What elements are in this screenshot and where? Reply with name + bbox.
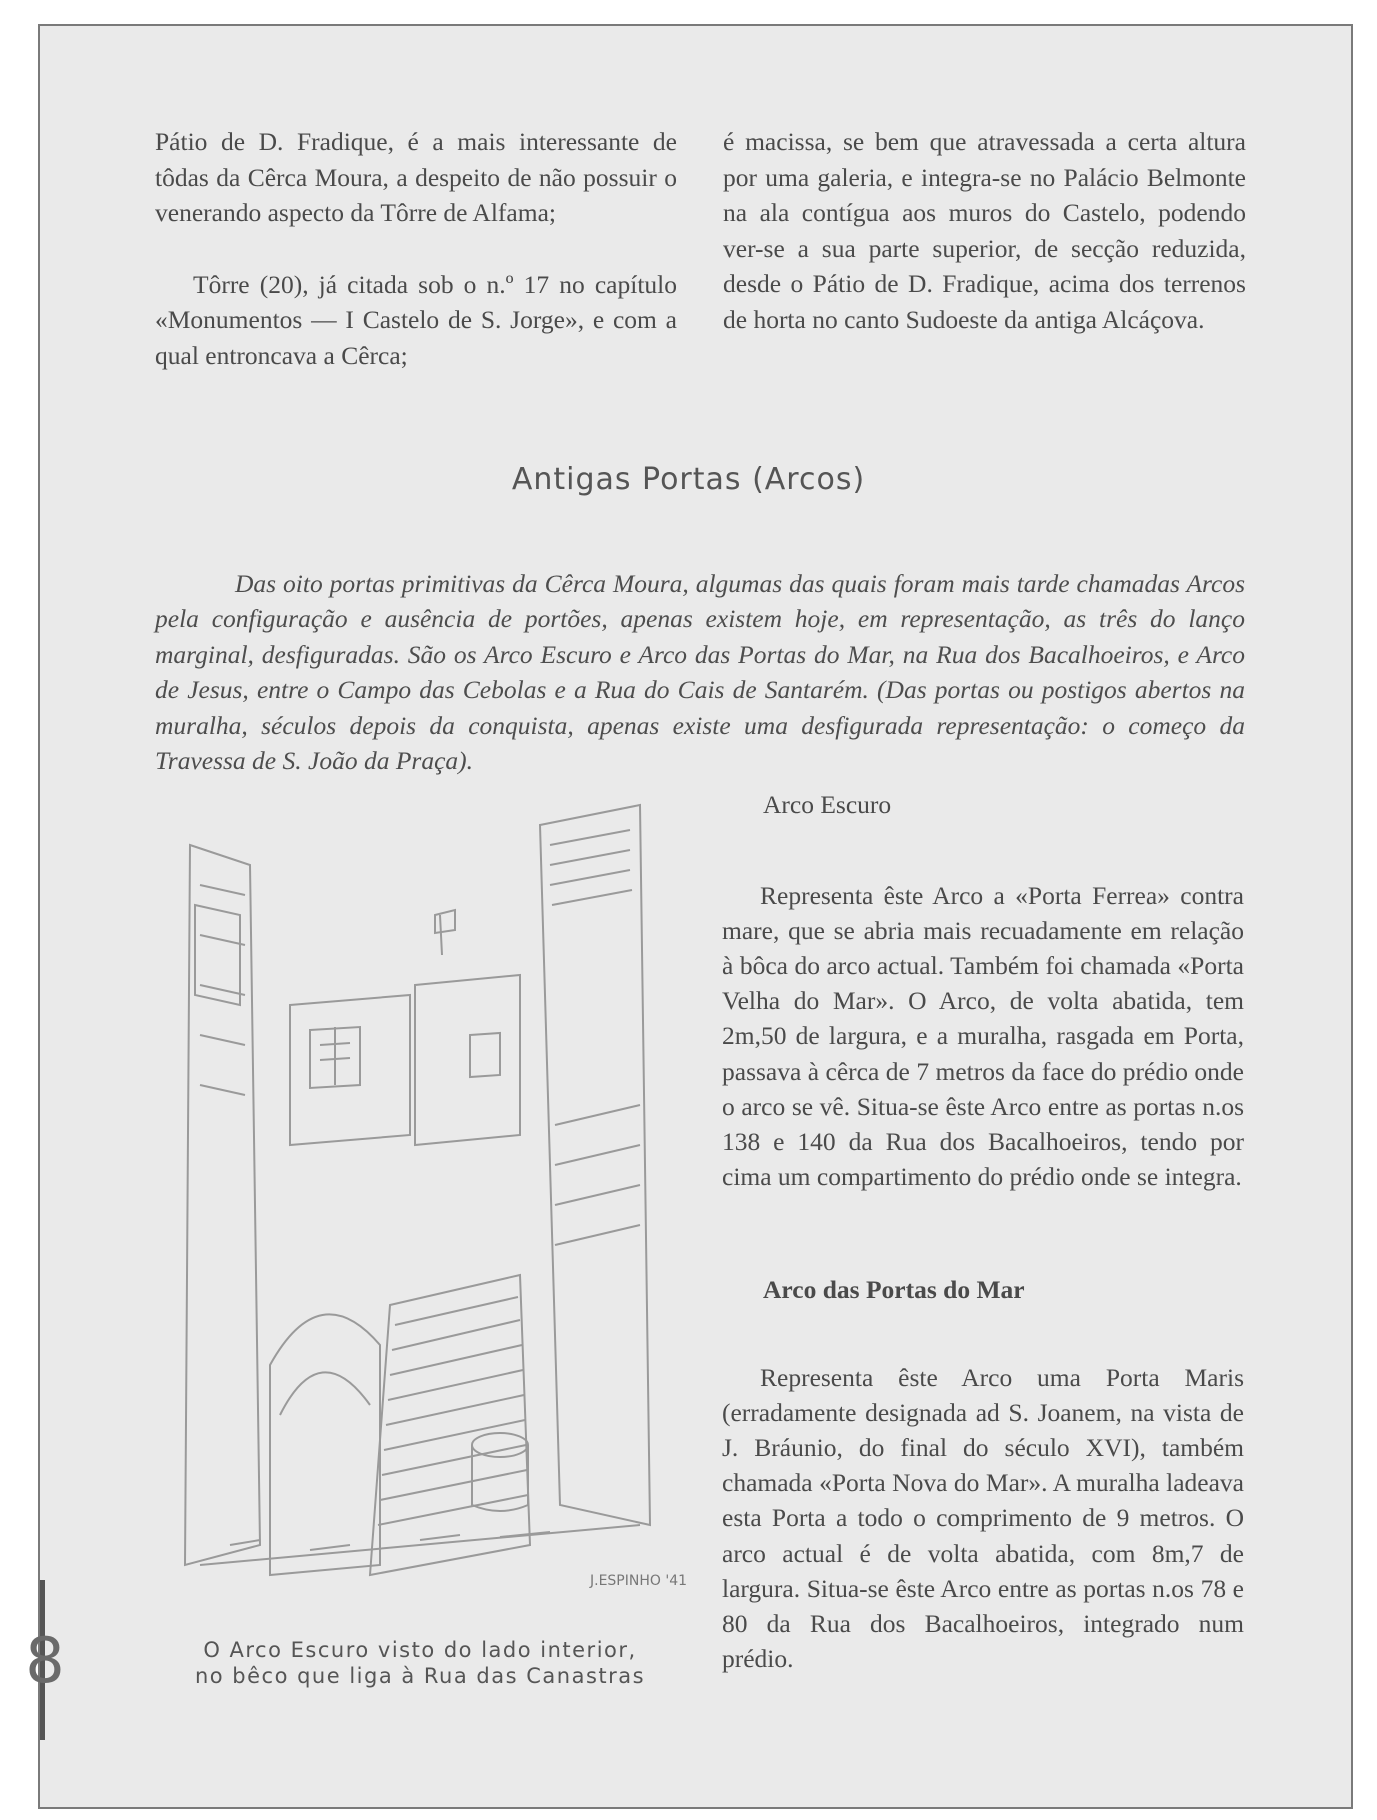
caption-line-2: no bêco que liga à Rua das Canastras — [194, 1664, 646, 1688]
section-title: Antigas Portas (Arcos) — [511, 462, 866, 497]
right-column — [723, 124, 1246, 337]
caption-line-1: O Arco Escuro visto do lado interior, — [203, 1638, 637, 1662]
left-column — [155, 124, 677, 373]
illustration-caption — [170, 1637, 670, 1689]
right-paragraph-1: é macissa, se bem que atravessada a certa altura por uma galeria, e integra-se no Palácio Belmonte na ala contígua aos muros do Castelo, podendo ver-se a sua parte superior, de secção reduzida, desde o Pátio de D. Fradique, acima dos terrenos de horta no canto Sudoeste da antiga Alcáçova. — [723, 127, 1246, 334]
arco-portas-mar-text — [722, 1360, 1244, 1677]
arco-escuro-illustration — [170, 805, 688, 1590]
arco-escuro-title: Arco Escuro — [763, 790, 892, 819]
arco-portas-mar-body: Representa êste Arco uma Porta Maris (erradamente designada ad S. Joanem, na vista de J. Bráunio, do final do século XVI), também chamada «Porta Nova do Mar». A muralha ladeava esta Porta a todo o comprimento de 9 metros. O arco actual é de volta abatida, com 8m,7 de largura. Situa-se êste Arco entre as portas n.os 78 e 80 da Rua dos Bacalhoeiros, integrado num prédio. — [722, 1362, 1244, 1674]
intro-text: Das oito portas primitivas da Cêrca Moura, algumas das quais foram mais tarde chamadas Arcos pela configuração e ausência de portões, apenas existem hoje, em representação, as três do lanço marginal, desfiguradas. São os Arco Escuro e Arco das Portas do Mar, na Rua dos Bacalhoeiros, e Arco de Jesus, entre o Campo das Cebolas e a Rua do Cais de Santarém. (Das portas ou postigos abertos na muralha, séculos depois da conquista, apenas existe uma desfigurada representação: o começo da Travessa de S. João da Praça). — [155, 568, 1245, 775]
left-paragraph-1: Pátio de D. Fradique, é a mais interessante de tôdas da Cêrca Moura, a despeito de não possuir o venerando aspecto da Tôrre de Alfama; — [155, 127, 677, 227]
intro-paragraph — [155, 566, 1245, 779]
illustration-signature: J.ESPINHO '41 — [590, 1573, 688, 1589]
left-paragraph-2: Tôrre (20), já citada sob o n.º 17 no capítulo «Monumentos — I Castelo de S. Jorge», e com a qual entroncava a Cêrca; — [155, 269, 677, 370]
arco-portas-mar-title: Arco das Portas do Mar — [763, 1275, 1025, 1304]
arco-escuro-body: Representa êste Arco a «Porta Ferrea» contra mare, que se abria mais recuadamente em relação à bôca do arco actual. Também foi chamada «Porta Velha do Mar». O Arco, de volta abatida, tem 2m,50 de largura, e a muralha, rasgada em Porta, passava à cêrca de 7 metros da face do prédio onde o arco se vê. Situa-se êste Arco entre as portas n.os 138 e 140 da Rua dos Bacalhoeiros, tendo por cima um compartimento do prédio onde se integra. — [722, 880, 1244, 1192]
arco-escuro-text — [722, 878, 1244, 1195]
page-number: 8 — [25, 1624, 65, 1697]
